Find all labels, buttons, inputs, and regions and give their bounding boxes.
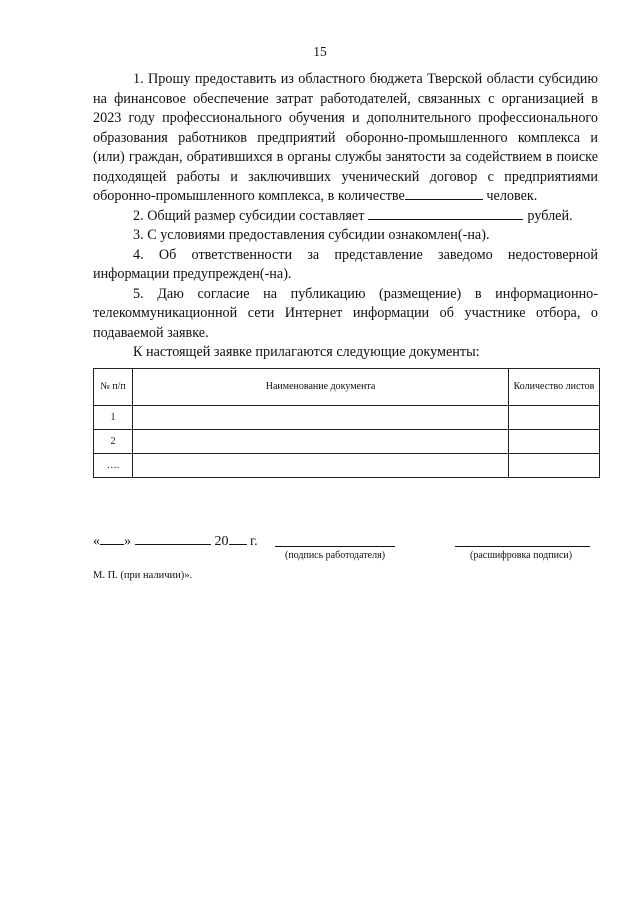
month-blank[interactable] (135, 532, 211, 545)
employer-signature-line[interactable] (275, 546, 395, 547)
table-header-row (94, 369, 600, 406)
employer-signature-caption: (подпись работодателя) (285, 550, 386, 561)
row-qty-cell[interactable] (509, 406, 600, 430)
row-qty-cell[interactable] (509, 430, 600, 454)
year-blank[interactable] (229, 532, 247, 545)
day-blank[interactable] (100, 532, 124, 545)
row-name-cell[interactable] (133, 430, 509, 454)
paragraph-1-text: 1. Прошу предоставить из областного бюджета Тверской области субсидию на финансовое обеспечение затрат работодателей, связанных с организацией в 2023 году профессионального обучения и дополнительного профессионального образования работников предприятий оборонно-промышленного комплекса и (или) граждан, обратившихся в органы службы занятости за содействием в поиске подходящей работы и заключивших ученический договор с предприятиями оборонно-промышленного комплекса, в количестве (93, 71, 598, 204)
paragraph-2 (93, 207, 598, 227)
table-row (94, 454, 600, 478)
header-num: № п/п (94, 369, 133, 406)
paragraph-2-end: рублей. (527, 207, 573, 224)
date-line (93, 532, 258, 550)
signature-decode-line[interactable] (455, 546, 590, 547)
row-num: …. (94, 454, 133, 478)
stamp-note: М. П. (при наличии)». (93, 570, 193, 581)
row-num: 2 (94, 430, 133, 454)
subsidy-amount-blank[interactable] (368, 207, 523, 220)
header-qty: Количество листов (509, 369, 600, 406)
row-name-cell[interactable] (133, 406, 509, 430)
paragraph-6: К настоящей заявке прилагаются следующие документы: (133, 344, 480, 360)
paragraph-4: 4. Об ответственности за представление заведомо недостоверной информации предупрежден(-на). (93, 246, 598, 282)
row-name-cell[interactable] (133, 454, 509, 478)
year-suffix: г. (250, 534, 258, 549)
paragraph-2-text: 2. Общий размер субсидии составляет (133, 207, 365, 224)
page-number: 15 (313, 44, 327, 59)
documents-table (93, 368, 600, 478)
table-row (94, 406, 600, 430)
table-row (94, 430, 600, 454)
paragraph-1-end: человек. (486, 188, 538, 204)
paragraph-1 (93, 70, 598, 207)
quote-open: « (93, 534, 100, 549)
paragraph-3: 3. С условиями предоставления субсидии ознакомлен(-на). (133, 227, 490, 243)
row-num: 1 (94, 406, 133, 430)
year-prefix: 20 (214, 534, 229, 549)
application-text (93, 70, 598, 363)
quote-close: » (124, 534, 131, 549)
quantity-blank[interactable] (405, 187, 483, 200)
row-qty-cell[interactable] (509, 454, 600, 478)
paragraph-5: 5. Даю согласие на публикацию (размещение) в информационно-телекоммуникационной сети Интернет информации об участнике отбора, о подаваемой заявке. (93, 285, 598, 341)
header-name: Наименование документа (133, 369, 509, 406)
signature-decode-caption: (расшифровка подписи) (470, 550, 573, 561)
